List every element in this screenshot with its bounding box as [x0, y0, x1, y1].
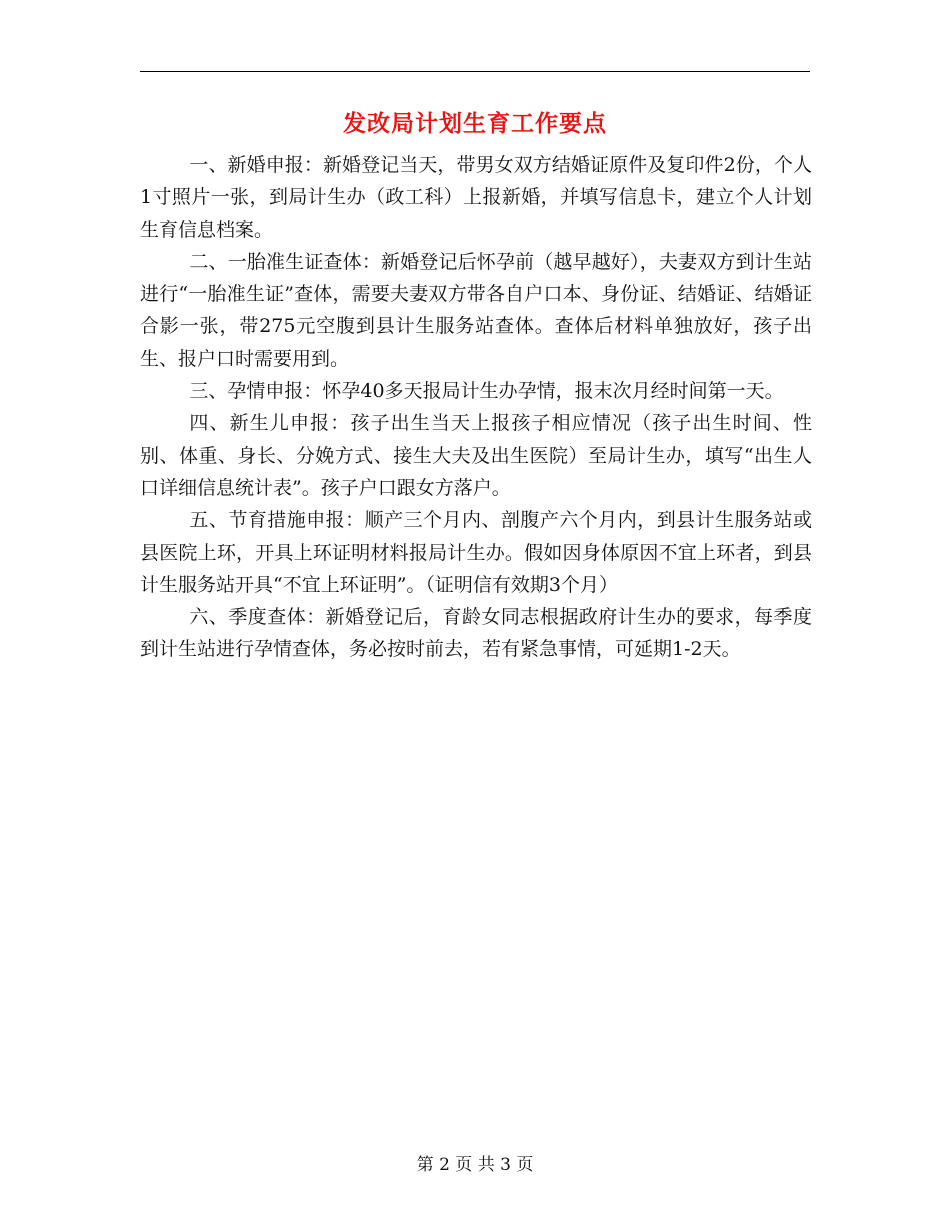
page-number-footer: 第 2 页 共 3 页: [416, 1155, 534, 1175]
paragraph-first-child-permit-exam: 二、一胎准生证查体：新婚登记后怀孕前（越早越好），夫妻双方到计生站进行“一胎准生证”查体，需要夫妻双方带各自户口本、身份证、结婚证、结婚证合影一张，带275元空腹到县计生服务站查体。查体后材料单独放好，孩子出生、报户口时需要用到。: [140, 250, 812, 370]
paragraph-quarterly-exam: 六、季度查体：新婚登记后，育龄女同志根据政府计生办的要求，每季度到计生站进行孕情查体，务必按时前去，若有紧急事情，可延期1-2天。: [140, 606, 812, 661]
document-body: [140, 149, 812, 666]
paragraph-contraception-report: 五、节育措施申报：顺产三个月内、剖腹产六个月内，到县计生服务站或县医院上环，开具上环证明材料报局计生办。假如因身体原因不宜上环者，到县计生服务站开具“不宜上环证明”。（证明信有效期3个月）: [140, 509, 812, 596]
paragraph-new-marriage: 一、新婚申报：新婚登记当天，带男女双方结婚证原件及复印件2份，个人1寸照片一张，到局计生办（政工科）上报新婚，并填写信息卡，建立个人计划生育信息档案。: [140, 154, 812, 241]
paragraph-pregnancy-report: 三、孕情申报：怀孕40多天报局计生办孕情，报末次月经时间第一天。: [189, 380, 784, 403]
header-rule: [140, 71, 810, 72]
paragraph-newborn-report: 四、新生儿申报：孩子出生当天上报孩子相应情况（孩子出生时间、性别、体重、身长、分娩方式、接生大夫及出生医院）至局计生办，填写“出生人口详细信息统计表”。孩子户口跟女方落户。: [140, 412, 812, 499]
document-title: 发改局计划生育工作要点: [343, 110, 607, 137]
